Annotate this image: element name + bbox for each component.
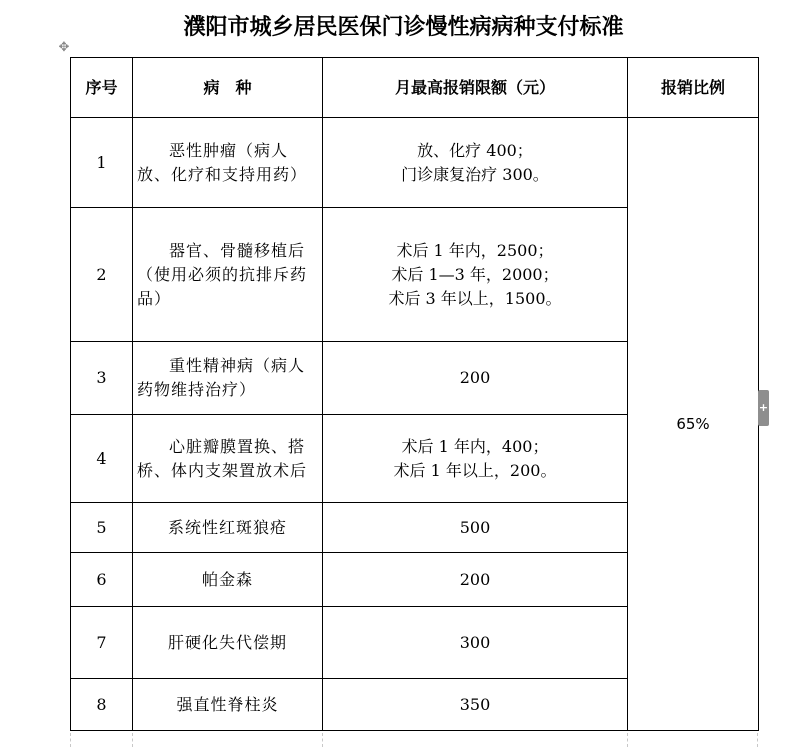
- row-disease: 心脏瓣膜置换、搭桥、体内支架置放术后: [133, 415, 323, 503]
- document-title: 濮阳市城乡居民医保门诊慢性病病种支付标准: [183, 15, 624, 40]
- table-row: [71, 118, 759, 208]
- row-disease: 强直性脊柱炎: [133, 679, 323, 731]
- table-column-guides: [70, 733, 758, 747]
- table-header-row: [71, 58, 759, 118]
- header-limit: 月最高报销限额（元）: [323, 58, 628, 118]
- row-disease: 重性精神病（病人药物维持治疗）: [133, 342, 323, 415]
- row-limit: 放、化疗 400； 门诊康复治疗 300。: [323, 118, 628, 208]
- row-disease: 器官、骨髓移植后（使用必须的抗排斥药品）: [133, 208, 323, 342]
- table-move-handle-icon[interactable]: ✥: [58, 40, 70, 55]
- row-disease: 恶性肿瘤（病人放、化疗和支持用药）: [133, 118, 323, 208]
- row-no: 6: [71, 553, 133, 607]
- header-disease: 病 种: [133, 58, 323, 118]
- row-limit: 200: [323, 553, 628, 607]
- header-no: 序号: [71, 58, 133, 118]
- row-limit: 术后 1 年内，2500； 术后 1—3 年，2000； 术后 3 年以上，1500。: [323, 208, 628, 342]
- row-limit: 300: [323, 607, 628, 679]
- row-limit: 200: [323, 342, 628, 415]
- row-no: 7: [71, 607, 133, 679]
- rate-cell: [628, 118, 759, 731]
- row-disease: 肝硬化失代偿期: [133, 607, 323, 679]
- row-no: 2: [71, 208, 133, 342]
- row-no: 4: [71, 415, 133, 503]
- reimbursement-table: [70, 57, 759, 731]
- row-no: 5: [71, 503, 133, 553]
- row-disease: 系统性红斑狼疮: [133, 503, 323, 553]
- row-no: 1: [71, 118, 133, 208]
- row-no: 8: [71, 679, 133, 731]
- row-no: 3: [71, 342, 133, 415]
- row-limit: 350: [323, 679, 628, 731]
- row-disease: 帕金森: [133, 553, 323, 607]
- header-rate: 报销比例: [628, 58, 759, 118]
- add-column-plus-icon[interactable]: +: [758, 390, 769, 426]
- row-limit: 500: [323, 503, 628, 553]
- row-limit: 术后 1 年内，400； 术后 1 年以上，200。: [323, 415, 628, 503]
- rate-value: 65%: [676, 415, 710, 433]
